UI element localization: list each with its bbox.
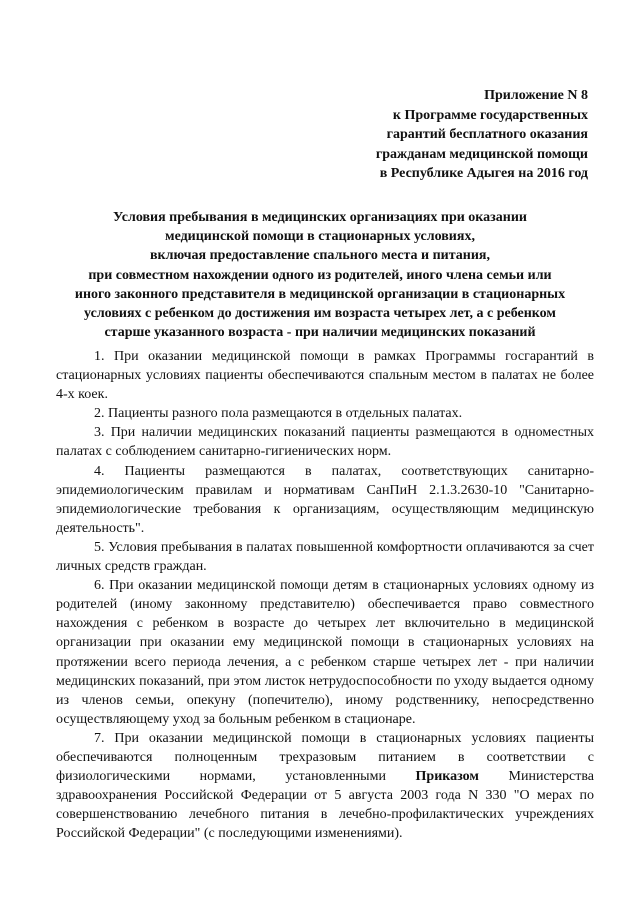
paragraph-2: 2. Пациенты разного пола размещаются в отдельных палатах. bbox=[94, 406, 463, 422]
paragraph-1: 1. При оказании медицинской помощи в рамках Программы госгарантий в стационарных условиях пациенты обеспечиваются спальным местом в палатах не более 4-х коек. bbox=[56, 349, 594, 403]
appendix-block bbox=[376, 86, 588, 184]
paragraph-6: 6. При оказании медицинской помощи детям в стационарных условиях одному из родителей (иному законному представителю) обеспечивается право совместного нахождения с ребенком в возрасте до четырех лет включительно в медицинской организации при оказании ему медицинской помощи в стационарных условиях на протяжении всего периода лечения, а с ребенком старше четырех лет - при наличии медицинских показаний, при этом листок нетрудоспособности по уходу выдается одному из членов семьи, опекуну (попечителю), иному родственнику, непосредственно осуществляющему уход за больным ребенком в стационаре. bbox=[56, 578, 594, 727]
paragraph-4: 4. Пациенты размещаются в палатах, соответствующих санитарно-эпидемиологическим правилам и нормативам СанПиН 2.1.3.2630-10 "Санитарно-эпидемиологические требования к организациям, осуществляющим медицинскую деятельность". bbox=[56, 463, 594, 536]
title-line: Условия пребывания в медицинских организациях при оказании bbox=[113, 210, 527, 225]
paragraph-5: 5. Условия пребывания в палатах повышенной комфортности оплачиваются за счет личных средств граждан. bbox=[56, 539, 594, 575]
title-line: условиях с ребенком до достижения им возраста четырех лет, а с ребенком bbox=[84, 306, 556, 322]
paragraph-7-text: 7. При оказании медицинской помощи в стационарных условиях пациенты обеспечиваются полноценным трехразовым питанием в соответствии с физиологическими нормами, установленными bbox=[56, 730, 594, 785]
document-title bbox=[46, 208, 594, 342]
appendix-line: в Республике Адыгея на 2016 год bbox=[379, 166, 588, 181]
appendix-line: гражданам медицинской помощи bbox=[375, 146, 588, 162]
appendix-line: к Программе государственных bbox=[392, 107, 588, 123]
title-line: старше указанного возраста - при наличии медицинских показаний bbox=[104, 325, 536, 341]
order-reference: Приказом bbox=[415, 769, 479, 785]
paragraph-3: 3. При наличии медицинских показаний пациенты размещаются в одноместных палатах с соблюдением санитарно-гигиенических норм. bbox=[56, 425, 594, 460]
title-line: медицинской помощи в стационарных условиях, bbox=[165, 229, 475, 245]
title-line: иного законного представителя в медицинской организации в стационарных bbox=[74, 286, 566, 302]
appendix-line: Приложение N 8 bbox=[484, 88, 588, 103]
appendix-line: гарантий бесплатного оказания bbox=[386, 127, 588, 142]
paragraph-7 bbox=[56, 729, 594, 844]
title-line: включая предоставление спального места и питания, bbox=[149, 248, 490, 264]
document-body bbox=[56, 347, 594, 843]
title-line: при совместном нахождении одного из родителей, иного члена семьи или bbox=[88, 267, 552, 283]
paragraph-7-text-end: Министерства здравоохранения Российской Федерации от 5 августа 2003 года N 330 "О мерах по совершенствованию лечебного питания в лечебно-профилактических учреждениях Российской Федерации" (с последующими изменениями). bbox=[56, 769, 594, 842]
